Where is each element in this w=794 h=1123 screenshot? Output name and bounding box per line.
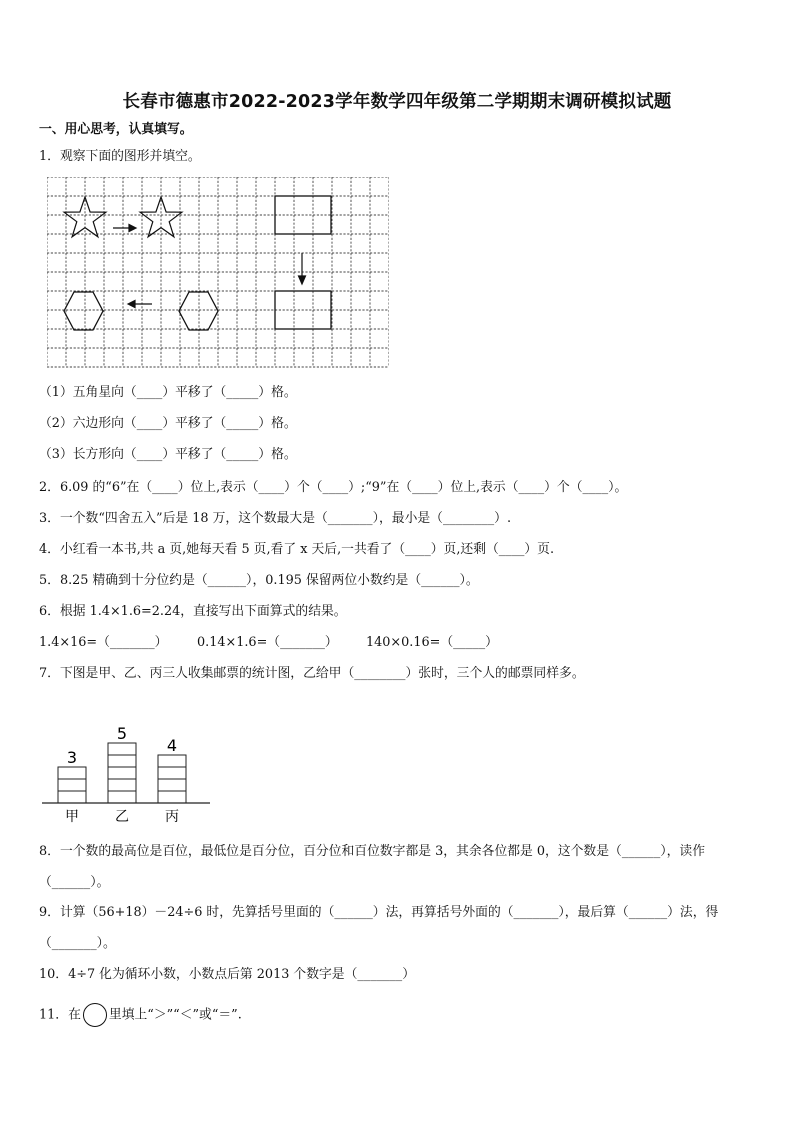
bar-unit-丙 [158, 767, 186, 779]
question-8: 8．一个数的最高位是百位，最低位是百分位，百分位和百位数字都是 3，其余各位都是 0，这个数是（______），读作（______）。 [39, 844, 706, 890]
bar-unit-甲 [58, 779, 86, 791]
category-label: 乙 [115, 809, 129, 825]
question-9: 9．计算（56+18）－24÷6 时，先算括号里面的（______）法，再算括号外面的（_______），最后算（______）法，得（_______）。 [39, 905, 719, 951]
hexagon-shape-original [179, 292, 218, 330]
question-1-part-1: （1）五角星向（____）平移了（_____）格。 [39, 385, 297, 400]
question-7-stem: 7．下图是甲、乙、丙三人收集邮票的统计图，乙给甲（________）张时，三个人的邮票同样多。 [39, 666, 585, 681]
bar-unit-乙 [108, 779, 136, 791]
question-6-item: 0.14×1.6=（_______） [197, 635, 338, 650]
question-1-part-2: （2）六边形向（____）平移了（_____）格。 [39, 416, 297, 431]
bar-unit-乙 [108, 767, 136, 779]
question-10: 10．4÷7 化为循环小数，小数点后第 2013 个数字是（_______） [39, 967, 415, 982]
bar-unit-乙 [108, 755, 136, 767]
bar-unit-丙 [158, 755, 186, 767]
arrow-right-icon [113, 225, 136, 232]
bar-unit-乙 [108, 791, 136, 803]
arrow-down-icon [299, 253, 306, 284]
question-5: 5．8.25 精确到十分位约是（______），0.195 保留两位小数约是（______）。 [39, 573, 479, 588]
bar-value-label: 4 [166, 736, 178, 755]
bar-value-label: 3 [66, 748, 78, 767]
question-1-stem: 1．观察下面的图形并填空。 [39, 149, 201, 164]
question-6-item: 1.4×16=（_______） [39, 635, 168, 650]
arrow-left-icon [128, 301, 152, 308]
category-label: 丙 [165, 809, 179, 825]
bar-unit-丙 [158, 779, 186, 791]
stamp-bar-chart [40, 693, 212, 829]
question-11-prefix: 11．在 [39, 1007, 81, 1023]
bar-unit-丙 [158, 791, 186, 803]
question-1-part-3: （3）长方形向（____）平移了（_____）格。 [39, 447, 297, 462]
page-title: 长春市德惠市2022-2023学年数学四年级第二学期期末调研模拟试题 [122, 92, 672, 112]
grid-lines [47, 177, 389, 367]
category-label: 甲 [65, 809, 79, 825]
question-3: 3．一个数“四舍五入”后是 18 万，这个数最大是（_______），最小是（________）. [39, 511, 512, 526]
question-2: 2．6.09 的“6”在（____）位上,表示（____）个（____）;“9”在（____）位上,表示（____）个（____）。 [39, 480, 628, 495]
question-6-items [39, 634, 539, 652]
hexagon-shape-moved [64, 292, 103, 330]
bar-unit-乙 [108, 743, 136, 755]
bar-value-label: 5 [116, 724, 128, 743]
answer-circle[interactable] [83, 1003, 107, 1027]
translation-grid-figure [47, 177, 389, 368]
question-11 [39, 1003, 242, 1027]
bar-unit-甲 [58, 791, 86, 803]
section-heading: 一、用心思考，认真填写。 [39, 122, 193, 137]
question-11-suffix: 里填上“＞”“＜”或“＝”. [108, 1007, 242, 1023]
question-6-item: 140×0.16=（_____） [366, 635, 498, 650]
question-4: 4．小红看一本书,共 a 页,她每天看 5 页,看了 x 天后,一共看了（____）页,还剩（____）页. [39, 542, 555, 557]
question-6-stem: 6．根据 1.4×1.6=2.24，直接写出下面算式的结果。 [39, 604, 347, 619]
bar-unit-甲 [58, 767, 86, 779]
